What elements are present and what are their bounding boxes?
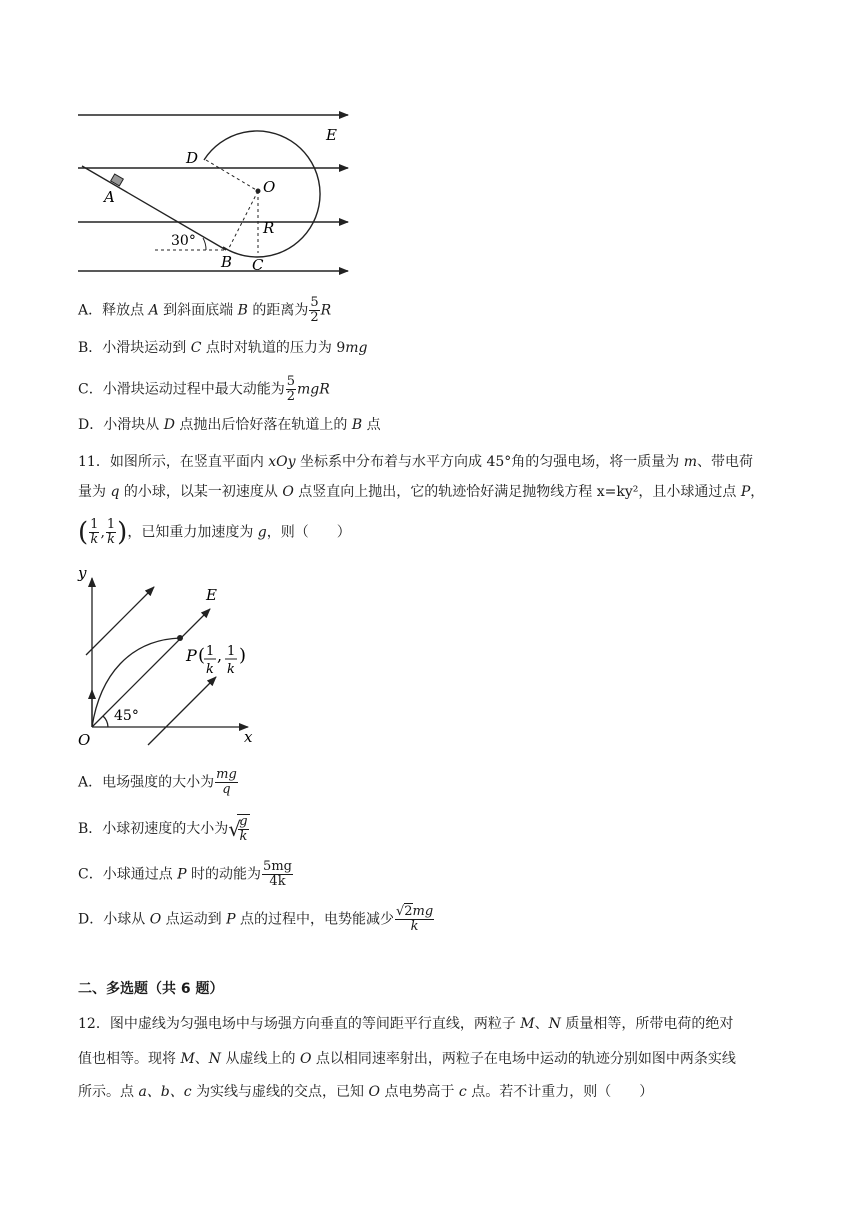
label-P: P	[186, 646, 197, 665]
svg-text:1: 1	[206, 644, 215, 659]
svg-text:1: 1	[227, 644, 236, 659]
q12-stem-line3: 所示。点 a、b、c 为实线与虚线的交点，已知 O 点电势高于 c 点。若不计重力，则（ ）	[78, 1084, 654, 1100]
svg-text:(: (	[198, 645, 206, 666]
label-E: E	[206, 586, 217, 604]
label-B: B	[221, 253, 233, 271]
fraction: $\frac{5}{2}$	[310, 295, 319, 325]
section-heading: 二、多选题（共 6 题）	[78, 981, 224, 997]
q10-option-a: A．释放点 A 到斜面底端 B 的距离为 $\frac{5}{2}$ R	[78, 295, 332, 325]
q11-stem-line1: 11．如图所示，在竖直平面内 xOy 坐标系中分布着与水平方向成 45°角的匀强电场，将一质量为 m、带电荷	[78, 454, 754, 470]
q11-stem-line3: ( $\frac{1}{k}$ , $\frac{1}{k}$ )，已知重力加速度为 g，则（ ）	[78, 517, 351, 548]
square-root: √ $\frac{g}{k}$	[228, 814, 248, 844]
fraction: $\frac{5}{2}$	[286, 374, 295, 404]
svg-text:k: k	[227, 662, 235, 677]
label-E: E	[326, 126, 337, 144]
q10-option-d: D．小滑块从 D 点抛出后恰好落在轨道上的 B 点	[78, 417, 381, 433]
fraction: $\frac{g}{k}$	[239, 814, 248, 844]
q11-stem-line2: 量为 q 的小球，以某一初速度从 O 点竖直向上抛出，它的轨迹恰好满足抛物线方程 x=ky²，且小球通过点 P，	[78, 484, 765, 500]
q11-option-c: C．小球通过点 P 时的动能为 $\frac{5mg}{4k}$	[78, 859, 292, 889]
label-x: x	[244, 728, 253, 746]
figure-parabola-field	[70, 560, 270, 750]
fraction: $\frac{1}{k}$	[106, 517, 116, 547]
q11-option-b: B．小球初速度的大小为 √ $\frac{g}{k}$	[78, 814, 248, 844]
label-A: A	[104, 188, 115, 206]
q11-option-d: D．小球从 O 点运动到 P 点的过程中，电势能减少 $\frac{√2mg}{k}$	[78, 904, 434, 934]
label-C: C	[252, 256, 264, 274]
q11-option-a: A．电场强度的大小为 $\frac{mg}{q}$	[78, 767, 237, 797]
label-O: O	[263, 178, 276, 196]
label-D: D	[186, 149, 199, 167]
label-R: R	[263, 219, 275, 237]
label-y: y	[78, 564, 87, 582]
fraction: $\frac{1}{k}$	[90, 517, 99, 547]
incline	[82, 166, 226, 250]
fraction: $\frac{√2mg}{k}$	[395, 904, 434, 934]
q10-option-b: B．小滑块运动到 C 点时对轨道的压力为 9mg	[78, 340, 368, 356]
svg-text:,: ,	[217, 646, 223, 665]
figure-track-field	[70, 100, 370, 285]
svg-text:k: k	[206, 662, 214, 677]
angle-label: 30°	[171, 233, 196, 249]
field-line	[92, 609, 210, 727]
q12-stem-line1: 12．图中虚线为匀强电场中与场强方向垂直的等间距平行直线，两粒子 M、N 质量相等，所带电荷的绝对	[78, 1016, 734, 1032]
angle-label: 45°	[114, 708, 139, 724]
svg-text:): )	[239, 645, 247, 666]
field-line	[148, 677, 216, 745]
q12-stem-line2: 值也相等。现将 M、N 从虚线上的 O 点以相同速率射出，两粒子在电场中运动的轨迹分别如图中两条实线	[78, 1051, 736, 1067]
label-O: O	[78, 731, 91, 749]
fraction: $\frac{5mg}{4k}$	[263, 859, 292, 889]
fraction: $\frac{mg}{q}$	[216, 767, 237, 797]
field-line	[86, 587, 154, 655]
q10-option-c: C．小滑块运动过程中最大动能为 $\frac{5}{2}$ mgR	[78, 374, 330, 404]
